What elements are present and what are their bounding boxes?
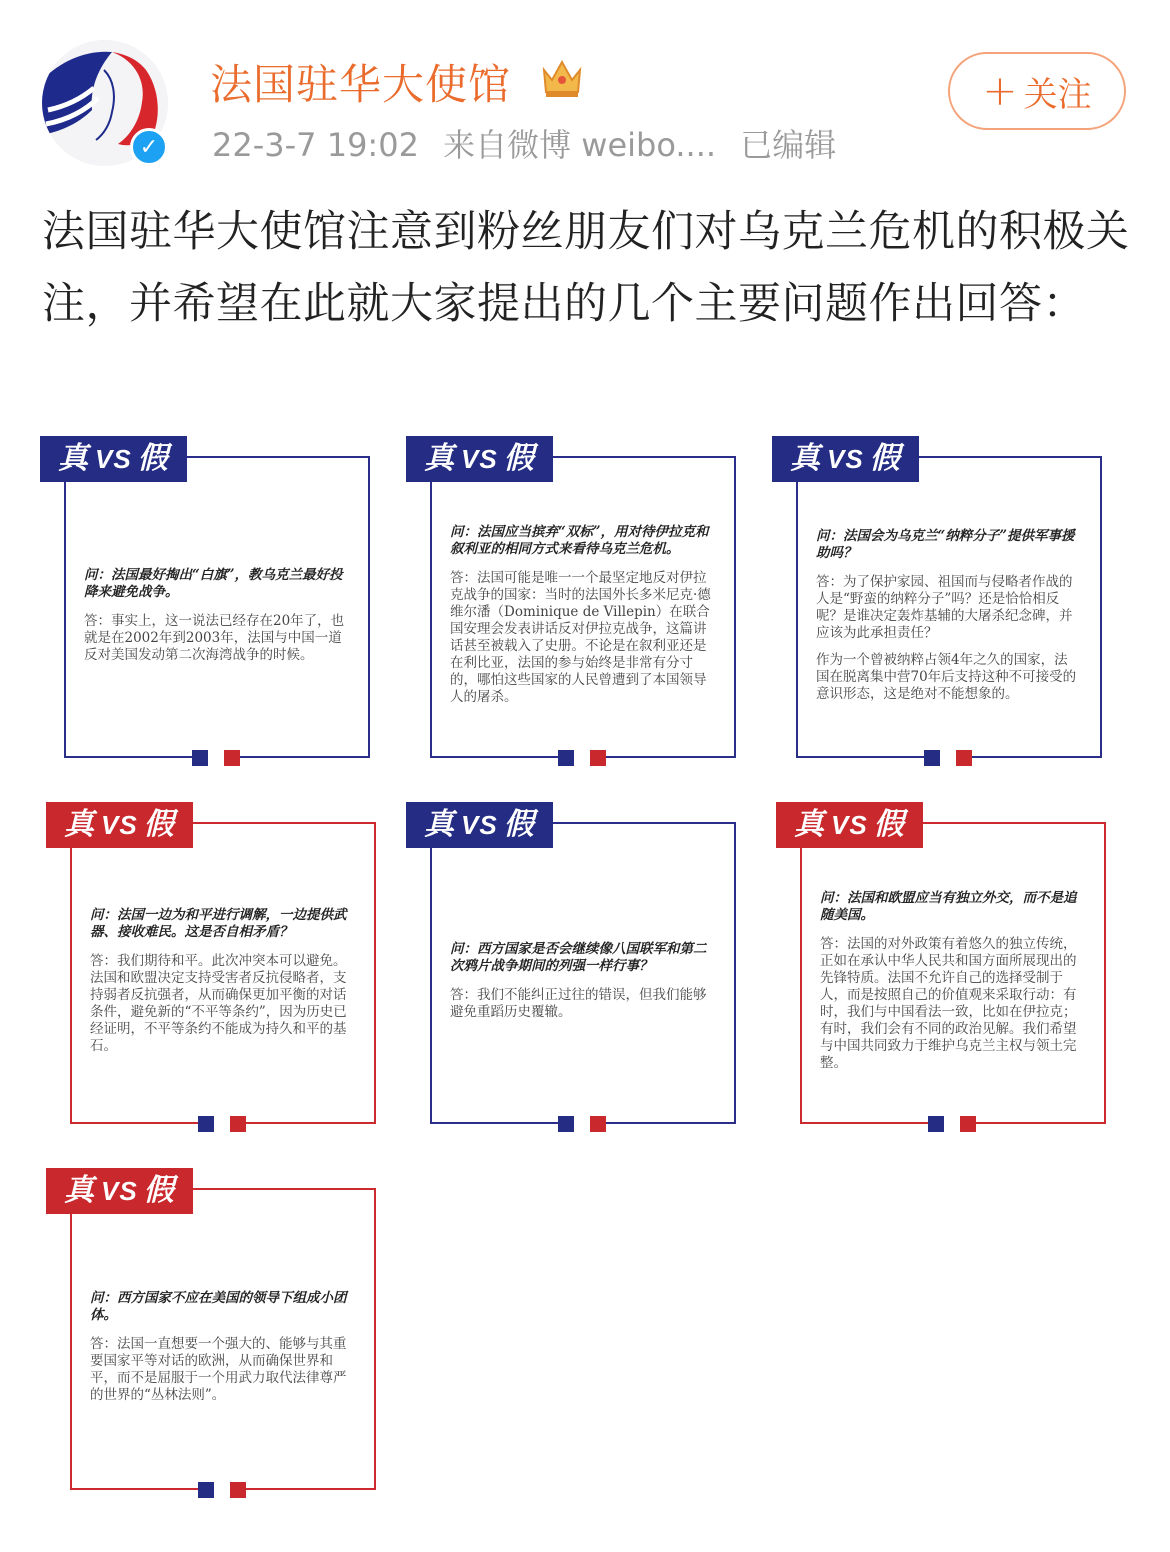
answer-paragraph: 答：法国可能是唯一一个最坚定地反对伊拉克战争的国家：当时的法国外长多米尼克·德维尔潘（Dominique de Villepin）在联合国安理会发表讲话反对伊拉克战争，这篇讲话甚至被载入了史册。不论是在叙利亚还是在利比亚，法国的参与始终是非常有分寸的，哪怕这些国家的人民曾遭到了本国领导人的屠杀。 xyxy=(450,570,711,705)
question: 问：法国和欧盟应当有独立外交，而不是追随美国。 xyxy=(820,890,1077,923)
qa-card[interactable] xyxy=(776,802,1132,1154)
true-vs-false-tag xyxy=(772,436,919,482)
timestamp: 22-3-7 19:02 xyxy=(212,126,419,164)
tag-zhen: 真 xyxy=(64,1173,95,1208)
tag-zhen: 真 xyxy=(64,807,95,842)
tag-zhen: 真 xyxy=(424,441,455,476)
tag-jia: 假 xyxy=(137,441,169,476)
answer xyxy=(90,953,354,1065)
qa-card[interactable] xyxy=(772,436,1128,788)
qa-content xyxy=(820,866,1084,1106)
tag-vs: VS xyxy=(101,1176,138,1206)
tag-vs: VS xyxy=(831,810,868,840)
question: 问：西方国家是否会继续像八国联军和第二次鸦片战争期间的列强一样行事？ xyxy=(450,941,707,974)
follow-label: 关注 xyxy=(1023,74,1092,115)
tag-vs: VS xyxy=(101,810,138,840)
french-flag-icon xyxy=(192,750,240,766)
french-flag-icon xyxy=(924,750,972,766)
post-source[interactable]: 来自微博 weibo.... xyxy=(443,126,717,164)
french-flag-icon xyxy=(928,1116,976,1132)
french-flag-icon xyxy=(198,1116,246,1132)
qa-card[interactable] xyxy=(46,802,402,1154)
tag-zhen: 真 xyxy=(424,807,455,842)
tag-zhen: 真 xyxy=(794,807,825,842)
follow-button[interactable] xyxy=(948,52,1126,130)
tag-jia: 假 xyxy=(873,807,905,842)
qa-card[interactable] xyxy=(40,436,396,788)
answer-paragraph: 答：我们期待和平。此次冲突本可以避免。法国和欧盟决定支持受害者反抗侵略者，支持弱者反抗强者，从而确保更加平衡的对话条件，避免新的“不平等条约”，因为历史已经证明，不平等条约不能成为持久和平的基石。 xyxy=(90,953,347,1054)
edited-label: 已编辑 xyxy=(740,126,837,164)
answer-paragraph: 答：为了保护家园、祖国而与侵略者作战的人是“野蛮的纳粹分子”吗？还是恰恰相反呢？是谁决定轰炸基辅的大屠杀纪念碑，并应该为此承担责任？ xyxy=(816,573,1073,641)
qa-content xyxy=(90,866,354,1106)
vip-crown-icon xyxy=(538,56,586,100)
true-vs-false-tag xyxy=(776,802,923,848)
post-meta xyxy=(212,120,836,166)
qa-content xyxy=(84,500,348,740)
french-flag-icon xyxy=(558,750,606,766)
french-flag-icon xyxy=(558,1116,606,1132)
account-name[interactable]: 法国驻华大使馆 xyxy=(210,60,512,109)
verified-badge-icon: ✓ xyxy=(130,128,168,166)
qa-content xyxy=(450,866,714,1106)
qa-content xyxy=(816,500,1080,740)
qa-card[interactable] xyxy=(406,436,762,788)
question: 问：法国会为乌克兰“纳粹分子”提供军事援助吗？ xyxy=(816,527,1075,561)
true-vs-false-tag xyxy=(46,1168,193,1214)
answer xyxy=(816,574,1080,713)
answer-paragraph: 答：我们不能纠正过往的错误，但我们能够避免重蹈历史覆辙。 xyxy=(450,987,707,1020)
tag-jia: 假 xyxy=(503,807,535,842)
plus-icon: + xyxy=(982,66,1018,115)
tag-vs: VS xyxy=(461,444,498,474)
answer xyxy=(450,987,714,1031)
tag-vs: VS xyxy=(461,810,498,840)
qa-content xyxy=(90,1232,354,1472)
answer xyxy=(820,936,1084,1082)
true-vs-false-tag xyxy=(40,436,187,482)
answer-paragraph: 答：法国的对外政策有着悠久的独立传统，正如在承认中华人民共和国方面所展现出的先锋特质。法国不允许自己的选择受制于人，而是按照自己的价值观来采取行动：有时，我们与中国看法一致，比如在伊拉克；有时，我们会有不同的政治见解。我们希望与中国共同致力于维护乌克兰主权与领土完整。 xyxy=(820,936,1077,1071)
true-vs-false-tag xyxy=(406,802,553,848)
true-vs-false-tag xyxy=(46,802,193,848)
tag-zhen: 真 xyxy=(790,441,821,476)
tag-jia: 假 xyxy=(503,441,535,476)
answer-paragraph: 作为一个曾被纳粹占领4年之久的国家，法国在脱离集中营70年后支持这种不可接受的意识形态，这是绝对不能想象的。 xyxy=(816,651,1077,702)
answer xyxy=(84,613,348,674)
answer xyxy=(90,1336,354,1414)
qa-card[interactable] xyxy=(46,1168,402,1520)
qa-content xyxy=(450,500,714,740)
tag-jia: 假 xyxy=(143,807,175,842)
question: 问：法国最好掏出“白旗”，教乌克兰最好投降来避免战争。 xyxy=(84,566,343,600)
question: 问：法国一边为和平进行调解，一边提供武器、接收难民。这是否自相矛盾？ xyxy=(90,907,347,940)
tag-zhen: 真 xyxy=(58,441,89,476)
qa-card[interactable] xyxy=(406,802,762,1154)
french-flag-icon xyxy=(198,1482,246,1498)
question: 问：法国应当摈弃“双标”，用对待伊拉克和叙利亚的相同方式来看待乌克兰危机。 xyxy=(450,524,709,557)
answer-paragraph: 答：法国一直想要一个强大的、能够与其重要国家平等对话的欧洲，从而确保世界和平，而不是屈服于一个用武力取代法律尊严的世界的“丛林法则”。 xyxy=(90,1336,347,1403)
tag-jia: 假 xyxy=(143,1173,175,1208)
tag-vs: VS xyxy=(95,444,132,474)
answer xyxy=(450,570,714,716)
answer-paragraph: 答：事实上，这一说法已经存在20年了，也就是在2002年到2003年，法国与中国一道反对美国发动第二次海湾战争的时候。 xyxy=(84,612,345,663)
true-vs-false-tag xyxy=(406,436,553,482)
tag-jia: 假 xyxy=(869,441,901,476)
tag-vs: VS xyxy=(827,444,864,474)
question: 问：西方国家不应在美国的领导下组成小团体。 xyxy=(90,1290,347,1323)
post-text: 法国驻华大使馆注意到粉丝朋友们对乌克兰危机的积极关注，并希望在此就大家提出的几个主要问题作出回答： xyxy=(42,207,1130,329)
